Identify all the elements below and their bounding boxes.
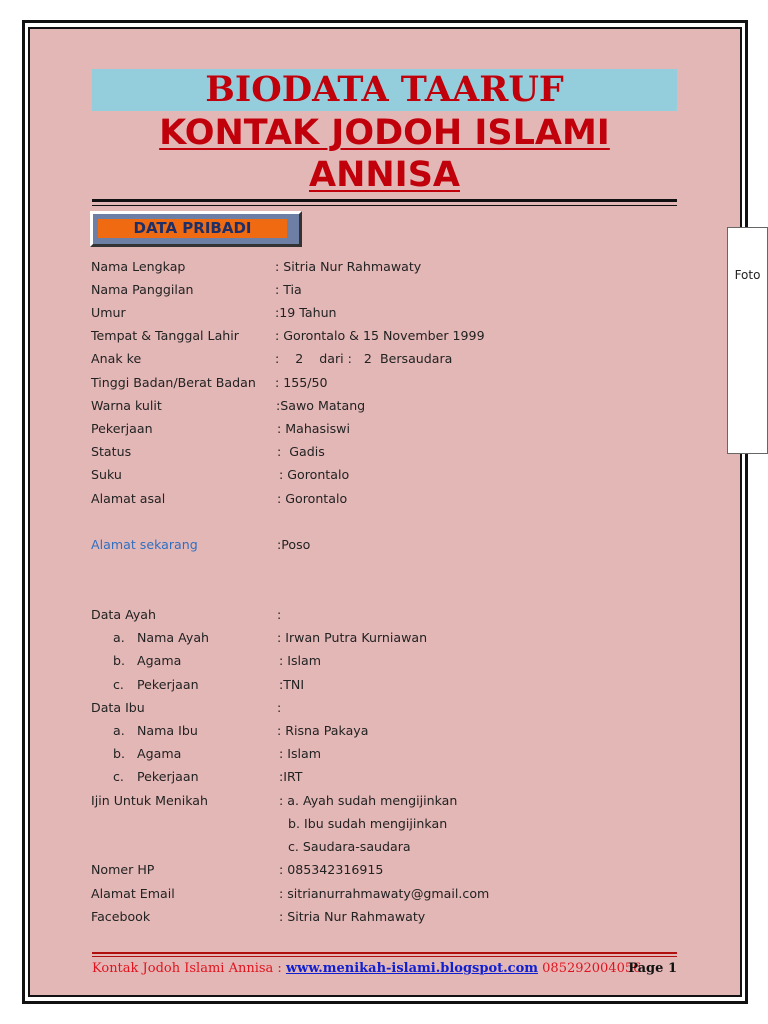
ibu-label: Data Ibu [91,700,145,715]
field-value: : Gadis [277,444,325,459]
field-label: Pekerjaan [91,421,153,436]
document-subtitle-line2: ANNISA [309,155,460,195]
contact-value: : Sitria Nur Rahmawaty [279,909,426,924]
ibu-item-value: :IRT [279,769,303,784]
field-label: Status [91,444,132,459]
field-value: : Mahasiswi [277,421,350,436]
contact-value: : 085342316915 [279,862,384,877]
field-label: Tinggi Badan/Berat Badan [91,375,256,390]
field-value: : 155/50 [275,375,328,390]
field-label: Umur [91,305,126,320]
page-number: Page 1 [628,961,677,976]
ibu-value: : [277,700,282,715]
ayah-value: : [277,607,282,622]
field-value: : Gorontalo [277,491,348,506]
photo-label: Foto [734,268,761,282]
field-label: Alamat sekarang [91,537,198,552]
list-marker: b. [113,653,125,668]
ibu-item-value: : Islam [279,746,322,761]
ibu-item-text: Nama Ibu [137,723,198,738]
field-label: Suku [91,467,122,482]
field-value: :19 Tahun [275,305,337,320]
document-title: BIODATA TAARUF [205,69,564,110]
photo-placeholder [727,227,768,454]
contact-value: : sitrianurrahmawaty@gmail.com [279,886,490,901]
ijin-value: c. Saudara-saudara [288,839,411,854]
section-header-label: DATA PRIBADI [98,219,287,238]
ayah-label: Data Ayah [91,607,156,622]
ijin-value: b. Ibu sudah mengijinkan [288,816,448,831]
field-value: : 2 dari : 2 Bersaudara [275,351,453,366]
field-label: Warna kulit [91,398,162,413]
ayah-item-text: Nama Ayah [137,630,210,645]
field-value: : Tia [275,282,302,297]
field-value: : Sitria Nur Rahmawaty [275,259,422,274]
ayah-item-text: Agama [137,653,182,668]
ayah-item-value: : Islam [279,653,322,668]
footer-prefix: Kontak Jodoh Islami Annisa : [92,961,286,976]
list-marker: a. [113,630,125,645]
field-label: Nama Lengkap [91,259,186,274]
title-divider-thin [92,205,677,206]
ayah-item-value: :TNI [279,677,305,692]
footer-rule-thin [92,956,677,957]
footer-rule-thick [92,952,677,954]
ijin-label: Ijin Untuk Menikah [91,793,208,808]
contact-label: Nomer HP [91,862,155,877]
ayah-item-label [113,677,199,693]
list-marker: c. [113,677,124,692]
footer-phone: 085292004056 [538,961,642,976]
title-divider-thick [92,199,677,202]
field-value: :Poso [277,537,311,552]
contact-label: Alamat Email [91,886,175,901]
ayah-item-text: Pekerjaan [137,677,199,692]
list-marker: c. [113,769,124,784]
footer [92,960,677,978]
ijin-value: : a. Ayah sudah mengijinkan [279,793,458,808]
ayah-item-label [113,653,181,669]
document-subtitle-line1: KONTAK JODOH ISLAMI [159,113,610,153]
ibu-item-label [113,746,181,762]
ibu-item-text: Agama [137,746,182,761]
ayah-item-label [113,630,209,646]
ibu-item-text: Pekerjaan [137,769,199,784]
field-label: Nama Panggilan [91,282,194,297]
ibu-item-label [113,723,198,739]
field-value: : Gorontalo [279,467,350,482]
ayah-item-value: : Irwan Putra Kurniawan [277,630,428,645]
field-label: Anak ke [91,351,142,366]
field-value: :Sawo Matang [276,398,366,413]
footer-link[interactable]: www.menikah-islami.blogspot.com [285,961,539,976]
contact-label: Facebook [91,909,151,924]
field-value: : Gorontalo & 15 November 1999 [275,328,485,343]
ibu-item-value: : Risna Pakaya [277,723,369,738]
list-marker: a. [113,723,125,738]
list-marker: b. [113,746,125,761]
section-header-box [90,211,302,247]
field-label: Tempat & Tanggal Lahir [91,328,239,343]
ibu-item-label [113,769,199,785]
field-label: Alamat asal [91,491,166,506]
